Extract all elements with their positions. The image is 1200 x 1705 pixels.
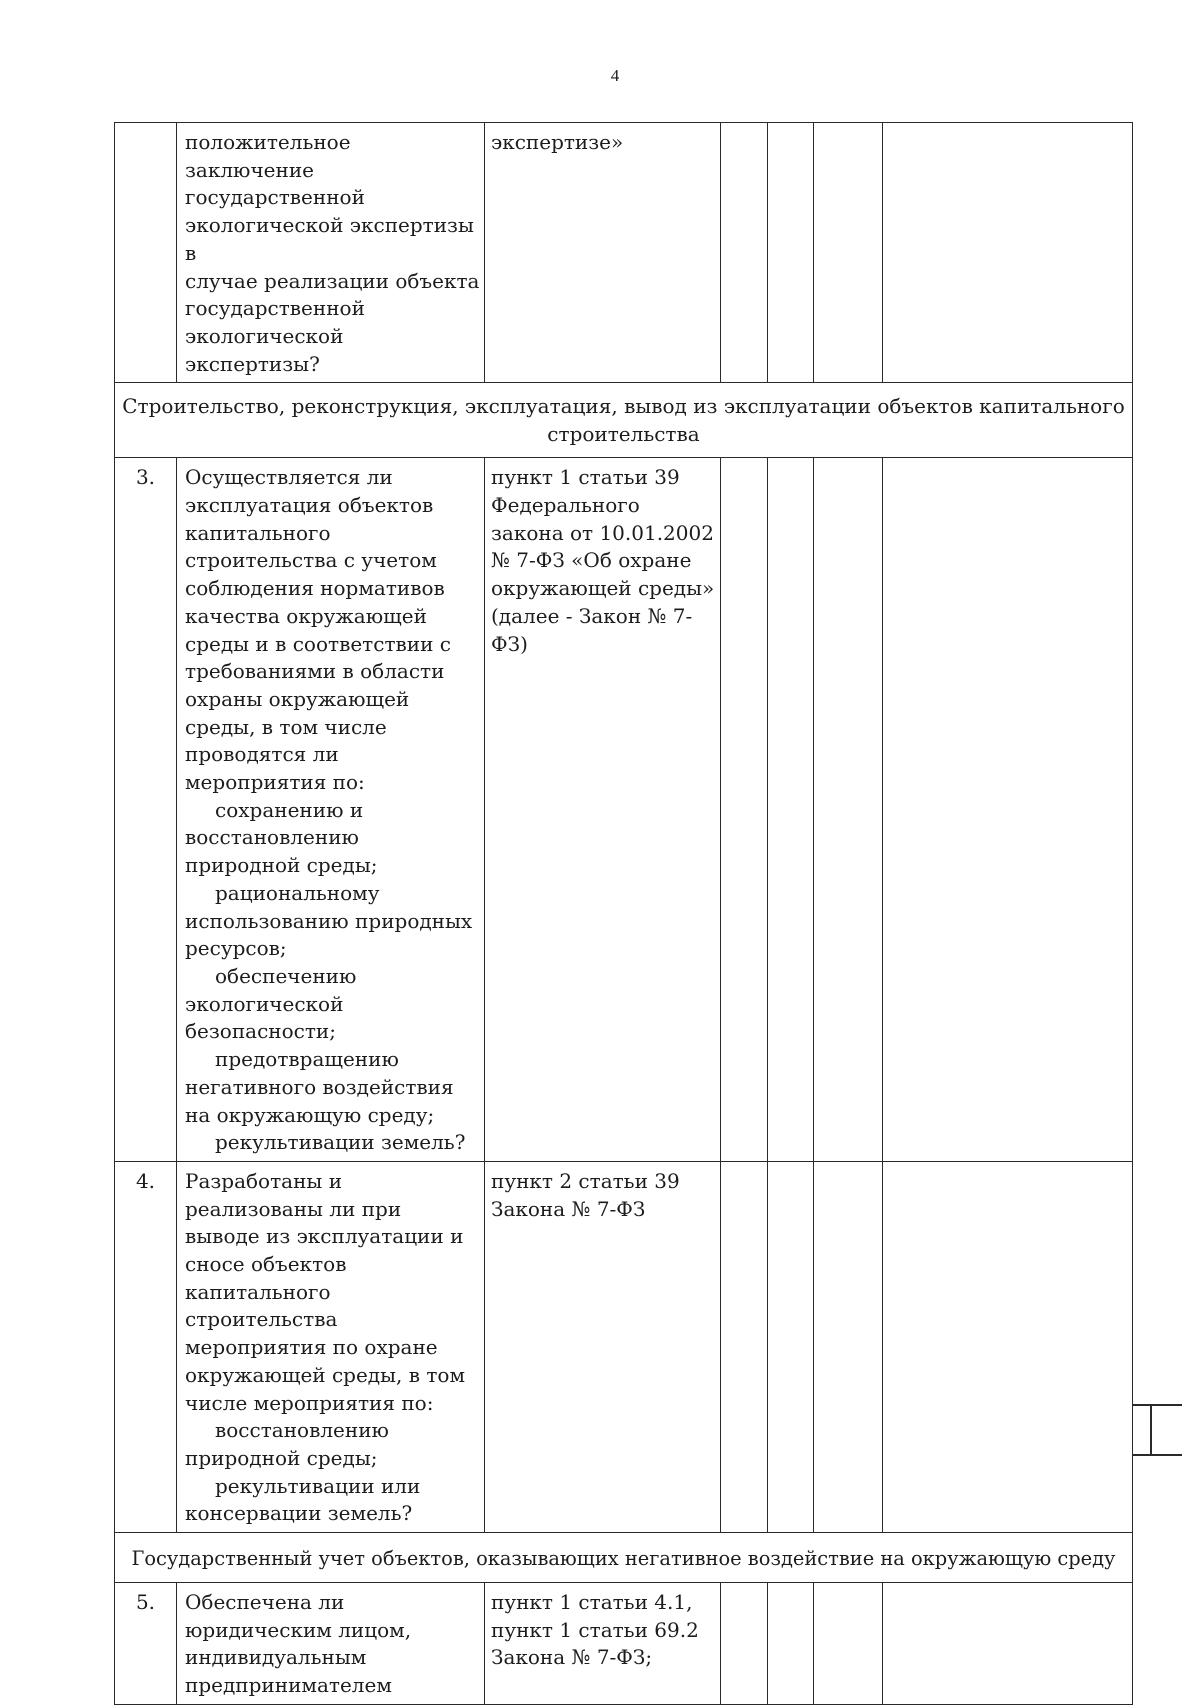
page-number: 4 — [610, 66, 620, 85]
question-item: рекультивации земель? — [215, 1130, 466, 1155]
row-number: 3. — [115, 458, 177, 1162]
section-heading: Строительство, реконструкция, эксплуатация, вывод из эксплуатации объектов капитального строительства — [115, 383, 1133, 458]
reference-cell: пункт 1 статьи 39 Федерального закона от 10.01.2002 № 7-ФЗ «Об охране окружающей среды» (далее - Закон № 7-ФЗ) — [485, 458, 721, 1162]
row-number: 4. — [115, 1161, 177, 1532]
question-cell: Обеспечена ли юридическим лицом, индивидуальным предпринимателем — [177, 1583, 485, 1705]
reference-cell: пункт 1 статьи 4.1, пункт 1 статьи 69.2 Закона № 7-ФЗ; — [485, 1583, 721, 1705]
reference-cell: пункт 2 статьи 39 Закона № 7-ФЗ — [485, 1161, 721, 1532]
answer-no-cell — [768, 123, 814, 383]
answer-na-cell — [814, 1583, 883, 1705]
question-cell — [177, 1161, 485, 1532]
question-line: экологической экспертизы? — [185, 323, 344, 376]
question-line: случае реализации объекта — [185, 268, 480, 293]
checklist-table — [114, 122, 1133, 1705]
answer-na-cell — [814, 123, 883, 383]
answer-yes-cell — [721, 123, 768, 383]
notes-cell — [883, 1161, 1133, 1532]
question-line: положительное заключение — [185, 130, 351, 182]
answer-yes-cell — [721, 458, 768, 1162]
notes-cell — [883, 458, 1133, 1162]
reference-cell: экспертизе» — [485, 123, 721, 383]
answer-na-cell — [814, 1161, 883, 1532]
stray-table-line — [1132, 1404, 1182, 1406]
row-number: 5. — [115, 1583, 177, 1705]
question-item: рациональному использованию природных ресурсов; — [185, 880, 473, 961]
question-line: государственной — [185, 185, 365, 210]
notes-cell — [883, 123, 1133, 383]
section-row — [115, 383, 1133, 458]
notes-cell — [883, 1583, 1133, 1705]
answer-no-cell — [768, 458, 814, 1162]
answer-yes-cell — [721, 1161, 768, 1532]
question-line: государственной — [185, 296, 365, 321]
row-number — [115, 123, 177, 383]
stray-table-line — [1132, 1454, 1182, 1456]
question-intro: Разработаны и реализованы ли при выводе из эксплуатации и сносе объектов капитального строительства мероприятия по охране окружающей среды, в том числе мероприятия по: — [185, 1168, 466, 1415]
question-cell — [177, 458, 485, 1162]
question-item: предотвращению негативного воздействия на окружающую среду; — [185, 1047, 454, 1127]
table-row — [115, 1583, 1133, 1705]
checklist-table-wrapper — [114, 122, 1132, 1705]
question-item: сохранению и восстановлению природной среды; — [185, 797, 378, 878]
answer-no-cell — [768, 1161, 814, 1532]
table-row — [115, 1161, 1133, 1532]
table-row — [115, 458, 1133, 1162]
answer-no-cell — [768, 1583, 814, 1705]
question-item: восстановлению природной среды; — [185, 1418, 389, 1470]
question-line: экологической экспертизы в — [185, 213, 474, 265]
stray-table-line — [1150, 1404, 1152, 1456]
question-item: рекультивации или консервации земель? — [185, 1473, 421, 1526]
section-row — [115, 1533, 1133, 1583]
question-intro: Осуществляется ли эксплуатация объектов капитального строительства с учетом соблюдения нормативов качества окружающей среды и в соответствии с требованиями в области охраны окружающей среды, в том числе проводятся ли мероприятия по: — [185, 465, 451, 795]
question-cell — [177, 123, 485, 383]
answer-yes-cell — [721, 1583, 768, 1705]
section-heading: Государственный учет объектов, оказывающих негативное воздействие на окружающую среду — [115, 1533, 1133, 1583]
table-row — [115, 123, 1133, 383]
answer-na-cell — [814, 458, 883, 1162]
question-item: обеспечению экологической безопасности; — [185, 963, 357, 1044]
